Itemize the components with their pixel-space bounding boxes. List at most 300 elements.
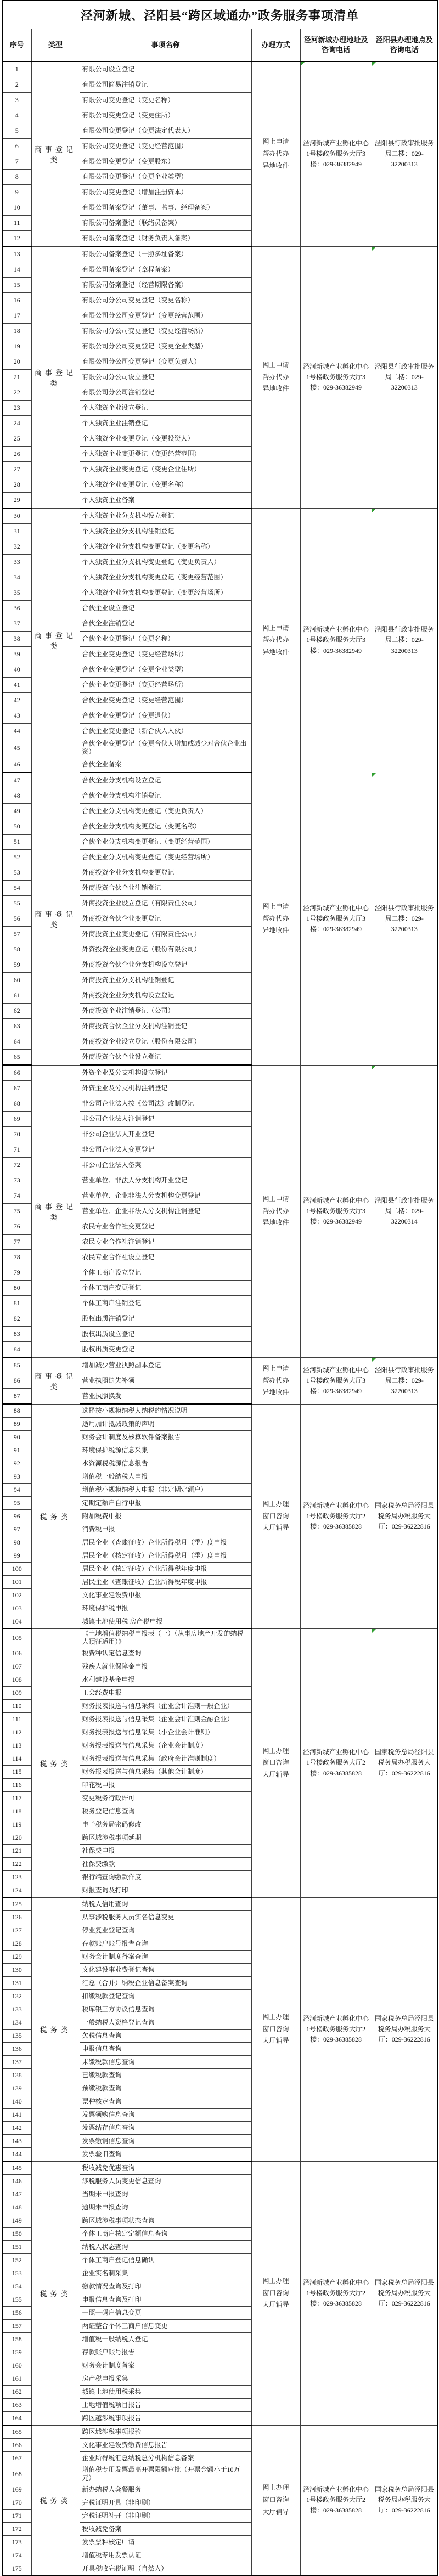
item-name-cell: 社保费缴款: [80, 1858, 251, 1871]
table-row: [2, 1628, 437, 1647]
serial-number-cell: 21: [2, 370, 31, 385]
serial-number-cell: 26: [2, 447, 31, 462]
processing-method-line: 大厅辅导: [262, 2507, 289, 2516]
serial-number-cell: 52: [2, 850, 31, 865]
serial-number-cell: 151: [2, 2241, 31, 2254]
serial-number-cell: 47: [2, 773, 31, 788]
serial-number-cell: 48: [2, 788, 31, 804]
item-name-cell: 合伙企业变更登记（变更经营场所）: [80, 678, 251, 693]
serial-number-cell: 24: [2, 416, 31, 431]
jingyang-address-text: 国家税务总局泾阳县税务局办税服务大厅：029-36222816: [374, 1501, 434, 1531]
serial-number-cell: 115: [2, 1766, 31, 1779]
item-name-cell: 《土地增值税纳税申报表（一）（从事房地产开发的纳税人预征适用）》: [80, 1628, 251, 1647]
item-name-cell: 外商投资企业分支机构注销登记: [80, 973, 251, 988]
serial-number-cell: 155: [2, 2293, 31, 2307]
item-name-cell: 营业执照换发: [80, 1389, 251, 1405]
processing-method-cell: [251, 1404, 300, 1628]
item-name-cell: 股权出质设立登记: [80, 1327, 251, 1342]
serial-number-cell: 36: [2, 601, 31, 616]
jingyang-address-cell: [372, 773, 437, 1065]
serial-number-cell: 108: [2, 1673, 31, 1687]
processing-method-line: 网上申请: [262, 903, 289, 911]
jinghe-address-cell: [300, 773, 372, 1065]
processing-method-line: 网上办理: [262, 2013, 289, 2021]
item-name-cell: 已缴税款查询: [80, 2069, 251, 2082]
serial-number-cell: 94: [2, 1484, 31, 1497]
serial-number-cell: 99: [2, 1549, 31, 1563]
jinghe-address-text: 泾河新城产业孵化中心1号楼政务服务大厅3楼：029-36382949: [302, 904, 369, 933]
serial-number-cell: 130: [2, 1964, 31, 1977]
serial-number-cell: 17: [2, 308, 31, 324]
serial-number-cell: 23: [2, 401, 31, 416]
item-name-cell: 非公司企业法人备案: [80, 1158, 251, 1173]
jingyang-address-text: 国家税务总局泾阳县税务局办税服务大厅：029-36222816: [374, 2278, 434, 2308]
serial-number-cell: 2: [2, 77, 31, 93]
serial-number-cell: 144: [2, 2148, 31, 2162]
item-name-cell: 合伙企业注销登记: [80, 616, 251, 632]
serial-number-cell: 128: [2, 1937, 31, 1951]
jingyang-address-cell: [372, 2425, 437, 2575]
serial-number-cell: 32: [2, 539, 31, 555]
serial-number-cell: 163: [2, 2399, 31, 2412]
serial-number-cell: 37: [2, 616, 31, 632]
item-name-cell: 个人独资企业分支机构变更登记（变更负责人）: [80, 555, 251, 570]
item-name-cell: 个人独资企业分支机构变更登记（变更经营场所）: [80, 585, 251, 601]
processing-method-line: 窗口咨询: [262, 2495, 289, 2504]
item-name-cell: 发票结存信息查询: [80, 2122, 251, 2135]
item-name-cell: 电子税务局密码修改: [80, 1818, 251, 1831]
jingyang-address-text: 泾阳县行政审批服务局二楼：029-32200314: [374, 1196, 434, 1226]
item-name-cell: 银行端查询缴款作废: [80, 1871, 251, 1884]
serial-number-cell: 73: [2, 1173, 31, 1188]
serial-number-cell: 55: [2, 896, 31, 911]
serial-number-cell: 42: [2, 693, 31, 708]
serial-number-cell: 64: [2, 1034, 31, 1050]
item-name-cell: 有限公司变更登记（变更经营范围）: [80, 139, 251, 154]
item-name-cell: 税务登记信息查询: [80, 1805, 251, 1818]
item-name-cell: 合伙企业分支机构变更登记（变更负责人）: [80, 804, 251, 819]
serial-number-cell: 59: [2, 957, 31, 973]
category-cell: 税务类: [31, 2161, 80, 2425]
processing-method-line: 异地收件: [262, 926, 289, 934]
item-name-cell: 个人独资企业分支机构变更登记（变更经营范围）: [80, 570, 251, 585]
item-name-cell: 合伙企业变更登记（变更经营场所）: [80, 647, 251, 662]
jinghe-address-text: 泾河新城产业孵化中心1号楼政务服务大厅3楼：029-36382949: [302, 139, 369, 168]
item-name-cell: 合伙企业分支机构注销登记: [80, 788, 251, 804]
serial-number-cell: 45: [2, 739, 31, 757]
jinghe-address-text: 泾河新城产业孵化中心1号楼政务服务大厅3楼：029-36382949: [302, 625, 369, 655]
item-name-cell: 有限公司分公司设立登记: [80, 370, 251, 385]
serial-number-cell: 11: [2, 216, 31, 231]
item-name-cell: 增加减少营业执照副本登记: [80, 1357, 251, 1373]
table-row: [2, 2425, 437, 2439]
serial-number-cell: 100: [2, 1563, 31, 1576]
processing-method-cell: [251, 508, 300, 773]
serial-number-cell: 16: [2, 293, 31, 308]
category-cell: 商事登记类: [31, 773, 80, 1065]
item-name-cell: 个人独资企业注销登记: [80, 416, 251, 431]
serial-number-cell: 43: [2, 708, 31, 724]
serial-number-cell: 98: [2, 1536, 31, 1549]
item-name-cell: 合伙企业备案: [80, 757, 251, 773]
serial-number-cell: 31: [2, 524, 31, 539]
item-name-cell: 存款账户账号报告: [80, 2346, 251, 2359]
green-corner-marker: [372, 247, 376, 251]
table-row: [2, 61, 437, 77]
item-name-cell: 个体工商户登记信息确认: [80, 2254, 251, 2267]
green-corner-marker: [301, 62, 305, 66]
item-name-cell: 个体工商户注销登记: [80, 1296, 251, 1311]
serial-number-cell: 86: [2, 1373, 31, 1389]
item-name-cell: 营业单位、非法人分支机构开业登记: [80, 1173, 251, 1188]
serial-number-cell: 132: [2, 1990, 31, 2003]
item-name-cell: 非公司企业法人变更登记: [80, 1142, 251, 1158]
item-name-cell: 社保费申报: [80, 1845, 251, 1858]
serial-number-cell: 62: [2, 1004, 31, 1019]
serial-number-cell: 157: [2, 2320, 31, 2333]
serial-number-cell: 63: [2, 1019, 31, 1034]
processing-method-line: 大厅辅导: [262, 1524, 289, 1532]
processing-method-cell: [251, 61, 300, 246]
serial-number-cell: 46: [2, 757, 31, 773]
item-name-cell: 个人独资企业变更登记（变更投资人）: [80, 431, 251, 447]
item-name-cell: 有限公司变更登记（变更企业类型）: [80, 170, 251, 185]
serial-number-cell: 124: [2, 1884, 31, 1898]
item-name-cell: 残疾人就业保障金申报: [80, 1660, 251, 1673]
serial-number-cell: 67: [2, 1081, 31, 1096]
item-name-cell: 增值税专用发票认证: [80, 2549, 251, 2562]
jingyang-address-text: 泾阳县行政审批服务局二楼：029-32200313: [374, 625, 434, 655]
serial-number-cell: 20: [2, 354, 31, 370]
item-name-cell: 个体工商户核定定额信息查询: [80, 2228, 251, 2241]
serial-number-cell: 117: [2, 1792, 31, 1805]
item-name-cell: 合伙企业分支机构设立登记: [80, 773, 251, 788]
jinghe-address-text: 泾河新城产业孵化中心1号楼政务服务大厅2楼：029-36385828: [302, 2485, 369, 2515]
item-name-cell: 土地增值税项目报告: [80, 2399, 251, 2412]
jinghe-address-cell: [300, 1357, 372, 1404]
item-name-cell: 新办纳税人套餐服务: [80, 2483, 251, 2496]
column-header-3: 办理方式: [251, 29, 300, 62]
jinghe-address-text: 泾河新城产业孵化中心1号楼政务服务大厅3楼：029-36382949: [302, 362, 369, 392]
item-name-cell: 纳税人状态查询: [80, 2241, 251, 2254]
item-name-cell: 逾期未申报查询: [80, 2201, 251, 2214]
item-name-cell: 企业实名制采集: [80, 2267, 251, 2280]
serial-number-cell: 139: [2, 2082, 31, 2095]
serial-number-cell: 173: [2, 2536, 31, 2549]
item-name-cell: 个人独资企业备案: [80, 493, 251, 509]
processing-method-line: 网上申请: [262, 361, 289, 369]
serial-number-cell: 143: [2, 2135, 31, 2148]
item-name-cell: 个人独资企业设立登记: [80, 401, 251, 416]
serial-number-cell: 125: [2, 1897, 31, 1911]
item-name-cell: 文化事业建设费缴费信息报告: [80, 2439, 251, 2452]
green-corner-marker: [372, 773, 376, 777]
serial-number-cell: 34: [2, 570, 31, 585]
serial-number-cell: 152: [2, 2254, 31, 2267]
item-name-cell: 财务报表报送与信息采集（政府会计准则制度）: [80, 1752, 251, 1766]
jingyang-address-cell: [372, 2161, 437, 2425]
processing-method-line: 帮办代办: [262, 636, 289, 644]
item-name-cell: 财务报表报送与信息采集（企业会计准则金融企业）: [80, 1713, 251, 1726]
item-name-cell: 企业所得税汇总纳税总分机构信息备案: [80, 2452, 251, 2465]
serial-number-cell: 82: [2, 1311, 31, 1327]
processing-method-line: 帮办代办: [262, 373, 289, 381]
serial-number-cell: 169: [2, 2483, 31, 2496]
item-name-cell: 欠税信息查询: [80, 2030, 251, 2043]
item-name-cell: 附加税费申报: [80, 1510, 251, 1523]
item-name-cell: 停业复业登记查询: [80, 1924, 251, 1937]
category-cell: 税务类: [31, 1404, 80, 1628]
serial-number-cell: 9: [2, 185, 31, 200]
jinghe-address-cell: [300, 246, 372, 508]
item-name-cell: 个体工商户设立登记: [80, 1265, 251, 1281]
serial-number-cell: 93: [2, 1470, 31, 1484]
item-name-cell: 有限公司分公司变更登记（变更名称）: [80, 293, 251, 308]
item-name-cell: 有限公司备案登记（董事、监事、经理备案）: [80, 200, 251, 216]
serial-number-cell: 50: [2, 819, 31, 835]
serial-number-cell: 3: [2, 93, 31, 108]
item-name-cell: 房产税申报采集: [80, 2372, 251, 2386]
column-header-5: 泾阳县办理地点及咨询电话: [372, 29, 437, 62]
serial-number-cell: 90: [2, 1431, 31, 1444]
item-name-cell: 完税证明开具（非印刷）: [80, 2496, 251, 2510]
item-name-cell: 有限公司备案登记（联络员备案）: [80, 216, 251, 231]
item-name-cell: 股权出质变更登记: [80, 1342, 251, 1358]
serial-number-cell: 79: [2, 1265, 31, 1281]
serial-number-cell: 22: [2, 385, 31, 401]
serial-number-cell: 13: [2, 246, 31, 262]
item-name-cell: 外商投资企业设立登记（有限责任公司）: [80, 896, 251, 911]
item-name-cell: 申报信息查询及打印: [80, 2293, 251, 2307]
jingyang-address-cell: [372, 1357, 437, 1404]
serial-number-cell: 160: [2, 2359, 31, 2372]
serial-number-cell: 123: [2, 1871, 31, 1884]
serial-number-cell: 10: [2, 200, 31, 216]
serial-number-cell: 96: [2, 1510, 31, 1523]
item-name-cell: 有限公司设立登记: [80, 61, 251, 77]
table-row: [2, 2161, 437, 2175]
serial-number-cell: 156: [2, 2307, 31, 2320]
serial-number-cell: 140: [2, 2095, 31, 2109]
serial-number-cell: 149: [2, 2214, 31, 2228]
serial-number-cell: 4: [2, 108, 31, 123]
item-name-cell: 外资企业及分支机构注销登记: [80, 1081, 251, 1096]
serial-number-cell: 12: [2, 231, 31, 247]
processing-method-line: 网上申请: [262, 138, 289, 146]
jinghe-address-cell: [300, 508, 372, 773]
item-name-cell: 合伙企业分支机构变更登记（变更经营场所）: [80, 850, 251, 865]
serial-number-cell: 159: [2, 2346, 31, 2359]
serial-number-cell: 170: [2, 2496, 31, 2510]
serial-number-cell: 39: [2, 647, 31, 662]
item-name-cell: 有限公司备案登记（财务负责人备案）: [80, 231, 251, 247]
item-name-cell: 居民企业（核定征收）企业所得税年度申报: [80, 1563, 251, 1576]
processing-method-line: 网上申请: [262, 1195, 289, 1203]
processing-method-line: 异地收件: [262, 161, 289, 170]
serial-number-cell: 57: [2, 927, 31, 942]
item-name-cell: 跨区越涉税事项报告: [80, 2412, 251, 2426]
processing-method-line: 帮办代办: [262, 1376, 289, 1384]
processing-method-cell: [251, 1065, 300, 1357]
table-row: [2, 246, 437, 262]
item-name-cell: 外商投资企业分支机构变更登记: [80, 865, 251, 881]
serial-number-cell: 103: [2, 1602, 31, 1615]
item-name-cell: 城镇土地使用税 房产税申报: [80, 1615, 251, 1629]
item-name-cell: 外商投资合伙企业变更登记: [80, 911, 251, 927]
serial-number-cell: 158: [2, 2333, 31, 2346]
serial-number-cell: 165: [2, 2425, 31, 2439]
item-name-cell: 非公司企业法人开业登记: [80, 1127, 251, 1142]
serial-number-cell: 110: [2, 1700, 31, 1713]
item-name-cell: 有限公司备案登记（经营期限备案）: [80, 278, 251, 293]
serial-number-cell: 161: [2, 2372, 31, 2386]
serial-number-cell: 87: [2, 1389, 31, 1405]
item-name-cell: 定期定额户自行申报: [80, 1497, 251, 1510]
serial-number-cell: 53: [2, 865, 31, 881]
item-name-cell: 申报信息查询: [80, 2043, 251, 2056]
item-name-cell: 财务会计制度备案查询: [80, 1951, 251, 1964]
item-name-cell: 当期未申报查询: [80, 2188, 251, 2201]
item-name-cell: 税收减免优惠查询: [80, 2161, 251, 2175]
serial-number-cell: 142: [2, 2122, 31, 2135]
serial-number-cell: 146: [2, 2175, 31, 2188]
item-name-cell: 外商投资合伙企业注销登记: [80, 881, 251, 896]
item-name-cell: 税费种认定信息查询: [80, 1647, 251, 1660]
item-name-cell: 选择按小规模纳税人纳税的情况说明: [80, 1404, 251, 1418]
column-header-4: 泾河新城办理地址及咨询电话: [300, 29, 372, 62]
serial-number-cell: 29: [2, 493, 31, 509]
serial-number-cell: 120: [2, 1831, 31, 1845]
serial-number-cell: 27: [2, 462, 31, 477]
item-name-cell: 扣缴税款登记查询: [80, 1990, 251, 2003]
item-name-cell: 两证整合个体工商户信息变更: [80, 2320, 251, 2333]
serial-number-cell: 76: [2, 1219, 31, 1235]
jinghe-address-cell: [300, 2425, 372, 2575]
item-name-cell: 有限公司简易注销登记: [80, 77, 251, 93]
category-cell: 商事登记类: [31, 1065, 80, 1357]
column-header-row: [2, 29, 437, 62]
serial-number-cell: 7: [2, 154, 31, 170]
serial-number-cell: 172: [2, 2523, 31, 2536]
serial-number-cell: 60: [2, 973, 31, 988]
serial-number-cell: 33: [2, 555, 31, 570]
serial-number-cell: 85: [2, 1357, 31, 1373]
item-name-cell: 增值税一般纳税人申报: [80, 1470, 251, 1484]
serial-number-cell: 127: [2, 1924, 31, 1937]
item-name-cell: 税收减免备案: [80, 2523, 251, 2536]
category-cell: 商事登记类: [31, 1357, 80, 1404]
item-name-cell: 跨区域涉税事项报验: [80, 2425, 251, 2439]
item-name-cell: 外商投资合伙企业分支机构设立登记: [80, 957, 251, 973]
processing-method-line: 大厅辅导: [262, 2037, 289, 2045]
item-name-cell: 变更税务行政许可: [80, 1792, 251, 1805]
item-name-cell: 有限公司备案登记（一照多址备案）: [80, 246, 251, 262]
serial-number-cell: 30: [2, 508, 31, 524]
processing-method-line: 网上申请: [262, 624, 289, 632]
item-name-cell: 居民企业（查账征收）企业所得税年度申报: [80, 1576, 251, 1589]
table-row: [2, 1404, 437, 1418]
serial-number-cell: 25: [2, 431, 31, 447]
serial-number-cell: 136: [2, 2043, 31, 2056]
jinghe-address-text: 泾河新城产业孵化中心1号楼政务服务大厅2楼：029-36385828: [302, 1748, 369, 1777]
processing-method-line: 网上办理: [262, 2277, 289, 2285]
serial-number-cell: 14: [2, 262, 31, 278]
item-name-cell: 有限公司分公司注销登记: [80, 385, 251, 401]
jinghe-address-cell: [300, 61, 372, 246]
item-name-cell: 发票验旧查询: [80, 2148, 251, 2162]
item-name-cell: 消费税申报: [80, 1523, 251, 1536]
serial-number-cell: 147: [2, 2188, 31, 2201]
item-name-cell: 发票领购信息查询: [80, 2109, 251, 2122]
processing-method-cell: [251, 2425, 300, 2575]
item-name-cell: 一般纳税人资格登记查询: [80, 2016, 251, 2030]
item-name-cell: 开具税收完税证明（自然人）: [80, 2562, 251, 2576]
item-name-cell: 有限公司分公司变更登记（变更负责人）: [80, 354, 251, 370]
green-corner-marker: [372, 1358, 376, 1362]
item-name-cell: 外商投资合伙企业分支机构注销登记: [80, 1019, 251, 1034]
serial-number-cell: 119: [2, 1818, 31, 1831]
serial-number-cell: 126: [2, 1911, 31, 1924]
serial-number-cell: 131: [2, 1977, 31, 1990]
processing-method-line: 异地收件: [262, 1388, 289, 1396]
serial-number-cell: 6: [2, 139, 31, 154]
item-name-cell: 涉税服务人员变更信息查询: [80, 2175, 251, 2188]
processing-method-line: 帮办代办: [262, 1207, 289, 1215]
jingyang-address-text: 泾阳县行政审批服务局二楼：029-32200313: [374, 139, 434, 168]
jinghe-address-text: 泾河新城产业孵化中心1号楼政务服务大厅2楼：029-36385828: [302, 2278, 369, 2308]
serial-number-cell: 15: [2, 278, 31, 293]
serial-number-cell: 38: [2, 632, 31, 647]
item-name-cell: 未缴税款信息查询: [80, 2056, 251, 2069]
serial-number-cell: 77: [2, 1235, 31, 1250]
item-name-cell: 适用加计抵减政策的声明: [80, 1418, 251, 1431]
serial-number-cell: 54: [2, 881, 31, 896]
item-name-cell: 有限公司变更登记（变更股东）: [80, 154, 251, 170]
item-name-cell: 城镇土地使用税采集: [80, 2386, 251, 2399]
serial-number-cell: 137: [2, 2056, 31, 2069]
jingyang-address-text: 泾阳县行政审批服务局二楼：029-32200313: [374, 1366, 434, 1395]
item-name-cell: 有限公司分公司变更登记（变更企业类型）: [80, 339, 251, 354]
item-name-cell: 有限公司变更登记（变更住所）: [80, 108, 251, 123]
processing-method-cell: [251, 1628, 300, 1897]
serial-number-cell: 133: [2, 2003, 31, 2016]
serial-number-cell: 78: [2, 1250, 31, 1265]
processing-method-line: 异地收件: [262, 647, 289, 656]
item-name-cell: 发票票种核定申请: [80, 2536, 251, 2549]
item-name-cell: 农民专业合作社设立登记: [80, 1250, 251, 1265]
item-name-cell: 非公司企业法人按《公司法》改制登记: [80, 1096, 251, 1112]
item-name-cell: 财务会计制度备案: [80, 2359, 251, 2372]
jinghe-address-cell: [300, 2161, 372, 2425]
item-name-cell: 合伙企业变更登记（新合伙人入伙）: [80, 724, 251, 739]
item-name-cell: 文化事业建设费申报: [80, 1589, 251, 1602]
serial-number-cell: 61: [2, 988, 31, 1004]
item-name-cell: 非公司企业法人注销登记: [80, 1112, 251, 1127]
serial-number-cell: 18: [2, 324, 31, 339]
item-name-cell: 有限公司分公司变更登记（变更经营范围）: [80, 308, 251, 324]
serial-number-cell: 5: [2, 123, 31, 139]
serial-number-cell: 65: [2, 1050, 31, 1066]
jinghe-address-text: 泾河新城产业孵化中心1号楼政务服务大厅3楼：029-36382949: [302, 1196, 369, 1226]
processing-method-line: 异地收件: [262, 1219, 289, 1227]
item-name-cell: 外商投资合伙企业设立登记: [80, 1050, 251, 1066]
jingyang-address-cell: [372, 1404, 437, 1628]
jinghe-address-text: 泾河新城产业孵化中心1号楼政务服务大厅3楼：029-36382949: [302, 1366, 369, 1395]
column-header-2: 事项名称: [80, 29, 251, 62]
processing-method-line: 窗口咨询: [262, 2288, 289, 2297]
serial-number-cell: 70: [2, 1127, 31, 1142]
serial-number-cell: 129: [2, 1951, 31, 1964]
